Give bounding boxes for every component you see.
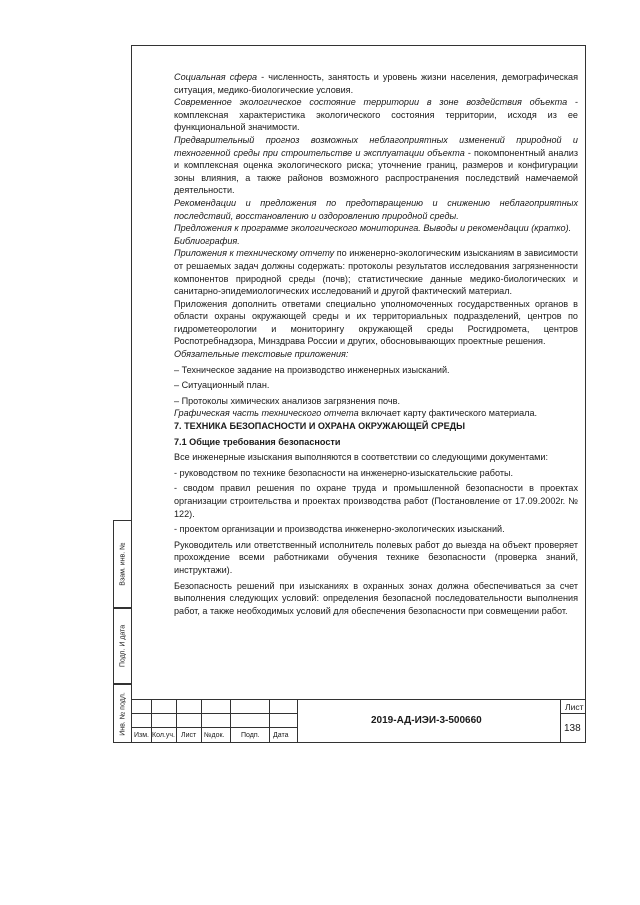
- stamp-line: [297, 699, 298, 743]
- paragraph-safety-zones: Безопасность решений при изысканиях в охранных зонах должна обеспечиваться за счет выполнения следующих условий: определения безопасной последовательности выполнения работ, а также необходимых условий для обеспечения безопасности при совмещении работ.: [174, 580, 578, 616]
- paragraph-appendices-supplement: Приложения дополнить ответами специально уполномоченных государственных органов в области охраны окружающей среды и их территориальных подразделений, центров по гидрометеорологии и мониторингу окружающей среды Росгидромета, центров Роспотребнадзора, Минздрава России и других, обосновывающих проектные решения.: [174, 298, 578, 347]
- stamp-col-izm: Изм.: [134, 732, 149, 739]
- list-item: – Протоколы химических анализов загрязнения почв.: [174, 395, 401, 406]
- paragraph-documents-intro: Все инженерные изыскания выполняются в соответствии со следующими документами:: [174, 452, 549, 463]
- side-field-podp: [113, 608, 131, 684]
- stamp-col-list: Лист: [181, 732, 197, 739]
- paragraph-forecast: Предварительный прогноз возможных неблагоприятных изменений природной и техногенной среды при строительстве и эксплуатации объекта - покомпонентный анализ и комплексная оценка экологического риска; уточнение границ, размеров и конфигурации зоны влияния, а также районов возможного распространения последствий намечаемой деятельности.: [174, 134, 578, 196]
- side-field-vzam: [113, 520, 131, 608]
- side-field-inv: [113, 684, 131, 743]
- stamp-col-kol: Кол.уч.: [152, 732, 175, 739]
- section-heading: 7. ТЕХНИКА БЕЗОПАСНОСТИ И ОХРАНА ОКРУЖАЮЩЕЙ СРЕДЫ: [174, 421, 466, 432]
- paragraph-monitoring: Предложения к программе экологического мониторинга. Выводы и рекомендации (кратко).: [174, 223, 572, 234]
- list-item: - сводом правил решения по охране труда и промышленной безопасности в проектах организации строительства и проектах производства работ (Постановление от 17.09.2002г. № 122).: [174, 483, 578, 519]
- stamp-line: [131, 699, 586, 700]
- list-item: – Ситуационный план.: [174, 380, 270, 391]
- paragraph-mandatory-appendices: Обязательные текстовые приложения:: [174, 349, 349, 360]
- paragraph-bibliography: Библиография.: [174, 235, 240, 246]
- subsection-heading: 7.1 Общие требования безопасности: [174, 436, 341, 447]
- side-label-podp: Подп. И дата: [119, 624, 126, 668]
- list-item: - руководством по технике безопасности на инженерно-изыскательские работы.: [174, 467, 514, 478]
- list-item: – Техническое задание на производство инженерных изысканий.: [174, 364, 450, 375]
- sheet-number: 138: [564, 723, 581, 734]
- paragraph-social: Социальная сфера - численность, занятость и уровень жизни населения, демографическая ситуация, медико-биологические условия.: [174, 72, 578, 95]
- stamp-col-podp: Подп.: [241, 732, 260, 739]
- stamp-col-doc: №док.: [204, 732, 225, 739]
- stamp-line: [560, 699, 561, 743]
- stamp-line: [269, 699, 270, 743]
- stamp-line: [560, 713, 586, 714]
- stamp-line: [176, 699, 177, 743]
- sheet-label: Лист: [565, 702, 584, 712]
- paragraph-appendices: Приложения к техническому отчету по инженерно-экологическим изысканиям в зависимости от решаемых задач должны содержать: протоколы результатов исследования загрязненности компонентов природной среды (почв); статистические данные медико-биологических и санитарно-эпидемиологических исследований и другой фактический материал.: [174, 248, 578, 297]
- side-label-vzam: Взам. инв. №: [119, 542, 126, 586]
- stamp-col-data: Дата: [273, 732, 289, 739]
- side-label-inv: Инв. № подл.: [119, 691, 126, 736]
- paragraph-supervisor: Руководитель или ответственный исполнитель полевых работ до выезда на объект проверяет прохождение всеми работниками обучения технике безопасности (проверка знаний, инструктажи).: [174, 539, 578, 575]
- title-block: [131, 699, 586, 743]
- stamp-line: [131, 713, 297, 714]
- paragraph-recommendations: Рекомендации и предложения по предотвращению и снижению неблагоприятных последствий, восстановлению и оздоровлению природной среды.: [174, 197, 578, 221]
- stamp-line: [131, 727, 297, 728]
- paragraph-ecology-state: Современное экологическое состояние территории в зоне воздействия объекта - комплексная характеристика экологического состояния территории, исходя из ее функциональной значимости.: [174, 97, 579, 133]
- document-body: [174, 71, 578, 617]
- paragraph-graphic-part: Графическая часть технического отчета включает карту фактического материала.: [174, 408, 538, 419]
- list-item: - проектом организации и производства инженерно-экологических изысканий.: [174, 524, 505, 535]
- stamp-line: [201, 699, 202, 743]
- document-code: 2019-АД-ИЭИ-3-500660: [371, 715, 482, 726]
- stamp-line: [230, 699, 231, 743]
